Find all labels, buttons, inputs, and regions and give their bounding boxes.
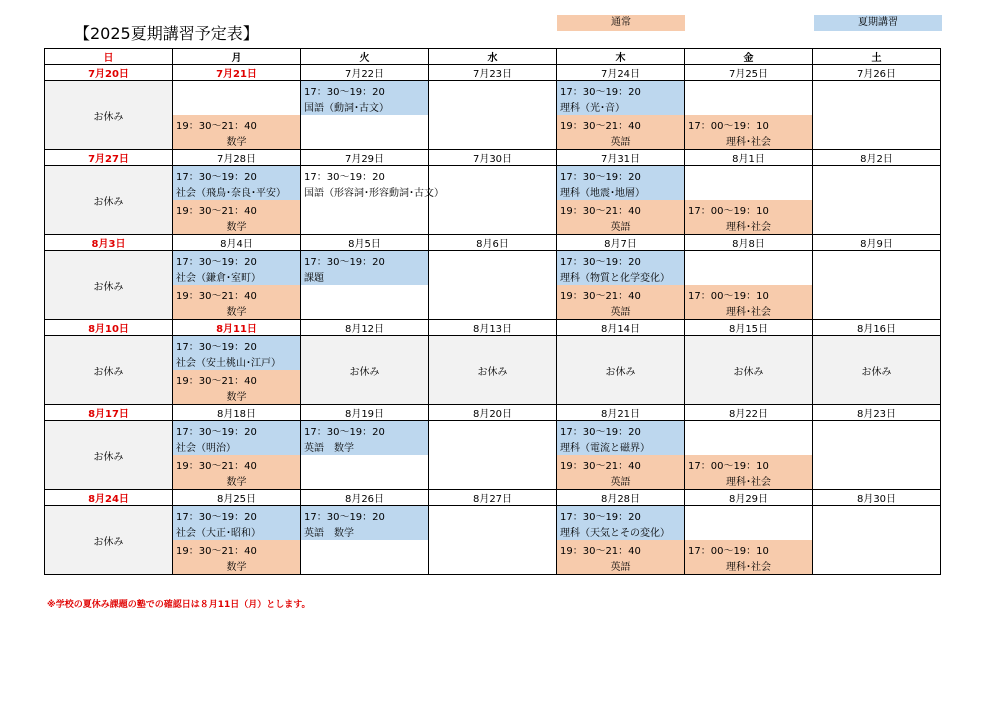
normal-class-slot: 19：30～21：40 英語 bbox=[557, 200, 684, 234]
normal-class-slot: 19：30～21：40 数学 bbox=[173, 285, 300, 319]
rest-cell: お休み bbox=[685, 336, 813, 405]
rest-cell: お休み bbox=[45, 421, 173, 490]
schedule-row bbox=[45, 506, 941, 575]
schedule-table bbox=[44, 48, 941, 575]
normal-class-slot: 19：30～21：40 数学 bbox=[173, 455, 300, 489]
rest-cell: お休み bbox=[45, 506, 173, 575]
date-cell: 8月27日 bbox=[429, 490, 557, 506]
normal-class-slot: 19：30～21：40 数学 bbox=[173, 115, 300, 149]
schedule-cell bbox=[813, 421, 941, 490]
footnote: ※学校の夏休み課題の塾での確認日は８月11日（月）とします。 bbox=[47, 600, 311, 610]
normal-class-slot: 19：30～21：40 英語 bbox=[557, 115, 684, 149]
weekday-sun: 日 bbox=[45, 49, 173, 65]
schedule-cell bbox=[557, 506, 685, 575]
date-row bbox=[45, 235, 941, 251]
normal-class-slot: 17：00～19：10 理科･社会 bbox=[685, 115, 812, 149]
schedule-cell bbox=[429, 166, 557, 235]
date-cell: 7月24日 bbox=[557, 65, 685, 81]
date-row bbox=[45, 150, 941, 166]
date-cell: 7月23日 bbox=[429, 65, 557, 81]
normal-class-slot: 19：30～21：40 数学 bbox=[173, 200, 300, 234]
schedule-cell bbox=[813, 251, 941, 320]
date-cell: 7月27日 bbox=[45, 150, 173, 166]
schedule-cell bbox=[173, 81, 301, 150]
weekday-header-row bbox=[45, 49, 941, 65]
date-cell: 8月5日 bbox=[301, 235, 429, 251]
summer-class-slot: 17：30～19：20 英語 数学 bbox=[301, 506, 428, 540]
date-cell: 8月8日 bbox=[685, 235, 813, 251]
schedule-cell bbox=[429, 506, 557, 575]
summer-class-slot: 17：30～19：20 社会（明治） bbox=[173, 421, 300, 455]
date-cell: 8月21日 bbox=[557, 405, 685, 421]
date-cell: 8月20日 bbox=[429, 405, 557, 421]
rest-cell: お休み bbox=[813, 336, 941, 405]
date-cell: 7月22日 bbox=[301, 65, 429, 81]
date-cell: 8月26日 bbox=[301, 490, 429, 506]
date-row bbox=[45, 65, 941, 81]
schedule-row bbox=[45, 421, 941, 490]
schedule-cell bbox=[173, 336, 301, 405]
schedule-row bbox=[45, 251, 941, 320]
legend-summer: 夏期講習 bbox=[814, 15, 942, 31]
schedule-row bbox=[45, 336, 941, 405]
summer-class-slot: 17：30～19：20 理科（天気とその変化） bbox=[557, 506, 684, 540]
summer-class-slot: 17：30～19：20 理科（電流と磁界） bbox=[557, 421, 684, 455]
date-cell: 8月11日 bbox=[173, 320, 301, 336]
schedule-cell bbox=[173, 421, 301, 490]
summer-class-slot: 17：30～19：20 理科（地震･地層） bbox=[557, 166, 684, 200]
summer-class-slot: 17：30～19：20 理科（光･音） bbox=[557, 81, 684, 115]
rest-cell: お休み bbox=[45, 336, 173, 405]
summer-class-slot: 17：30～19：20 社会（安土桃山･江戸） bbox=[173, 336, 300, 370]
normal-class-slot: 19：30～21：40 数学 bbox=[173, 540, 300, 574]
summer-class-slot: 17：30～19：20 社会（大正･昭和） bbox=[173, 506, 300, 540]
date-cell: 8月25日 bbox=[173, 490, 301, 506]
schedule-cell bbox=[813, 506, 941, 575]
schedule-cell bbox=[429, 81, 557, 150]
schedule-row bbox=[45, 166, 941, 235]
schedule-cell bbox=[557, 166, 685, 235]
normal-class-slot: 19：30～21：40 英語 bbox=[557, 540, 684, 574]
date-cell: 8月3日 bbox=[45, 235, 173, 251]
normal-class-slot: 19：30～21：40 英語 bbox=[557, 455, 684, 489]
schedule-cell bbox=[301, 251, 429, 320]
schedule-cell bbox=[429, 251, 557, 320]
date-cell: 8月13日 bbox=[429, 320, 557, 336]
summer-class-slot: 17：30～19：20 課題 bbox=[301, 251, 428, 285]
date-cell: 8月1日 bbox=[685, 150, 813, 166]
date-cell: 8月14日 bbox=[557, 320, 685, 336]
schedule-cell bbox=[685, 166, 813, 235]
summer-class-slot: 17：30～19：20 英語 数学 bbox=[301, 421, 428, 455]
page-title: 【2025夏期講習予定表】 bbox=[74, 24, 259, 43]
schedule-cell bbox=[301, 166, 444, 235]
summer-class-slot: 17：30～19：20 社会（鎌倉･室町） bbox=[173, 251, 300, 285]
date-row bbox=[45, 320, 941, 336]
rest-cell: お休み bbox=[429, 336, 557, 405]
schedule-cell bbox=[813, 81, 941, 150]
schedule-cell bbox=[685, 81, 813, 150]
summer-class-slot: 17：30～19：20 国語（動詞･古文） bbox=[301, 81, 428, 115]
date-cell: 8月2日 bbox=[813, 150, 941, 166]
schedule-cell bbox=[429, 421, 557, 490]
weekday-mon: 月 bbox=[173, 49, 301, 65]
rest-cell: お休み bbox=[45, 251, 173, 320]
schedule-cell bbox=[301, 506, 429, 575]
normal-class-slot: 19：30～21：40 数学 bbox=[173, 370, 300, 404]
date-cell: 8月23日 bbox=[813, 405, 941, 421]
weekday-thu: 木 bbox=[557, 49, 685, 65]
normal-class-slot: 17：00～19：10 理科･社会 bbox=[685, 285, 812, 319]
date-cell: 7月30日 bbox=[429, 150, 557, 166]
rest-cell: お休み bbox=[45, 81, 173, 150]
rest-cell: お休み bbox=[45, 166, 173, 235]
schedule-cell bbox=[557, 421, 685, 490]
date-cell: 8月18日 bbox=[173, 405, 301, 421]
schedule-row bbox=[45, 81, 941, 150]
schedule-cell bbox=[173, 506, 301, 575]
date-cell: 7月28日 bbox=[173, 150, 301, 166]
schedule-cell bbox=[173, 166, 301, 235]
summer-class-slot: 17：30～19：20 国語（形容詞･形容動詞･古文） bbox=[304, 172, 444, 199]
rest-cell: お休み bbox=[557, 336, 685, 405]
summer-class-slot: 17：30～19：20 理科（物質と化学変化） bbox=[557, 251, 684, 285]
rest-cell: お休み bbox=[301, 336, 429, 405]
weekday-tue: 火 bbox=[301, 49, 429, 65]
schedule-cell bbox=[301, 81, 429, 150]
schedule-cell bbox=[557, 81, 685, 150]
date-cell: 8月4日 bbox=[173, 235, 301, 251]
date-cell: 8月22日 bbox=[685, 405, 813, 421]
date-cell: 7月26日 bbox=[813, 65, 941, 81]
date-cell: 7月21日 bbox=[173, 65, 301, 81]
date-cell: 8月16日 bbox=[813, 320, 941, 336]
date-row bbox=[45, 490, 941, 506]
date-cell: 8月7日 bbox=[557, 235, 685, 251]
date-cell: 7月31日 bbox=[557, 150, 685, 166]
normal-class-slot: 17：00～19：10 理科･社会 bbox=[685, 540, 812, 574]
date-cell: 8月12日 bbox=[301, 320, 429, 336]
schedule-cell bbox=[301, 421, 429, 490]
date-cell: 8月17日 bbox=[45, 405, 173, 421]
date-cell: 8月19日 bbox=[301, 405, 429, 421]
weekday-wed: 水 bbox=[429, 49, 557, 65]
date-cell: 7月20日 bbox=[45, 65, 173, 81]
date-cell: 7月29日 bbox=[301, 150, 429, 166]
date-cell: 8月28日 bbox=[557, 490, 685, 506]
legend-normal: 通常 bbox=[557, 15, 685, 31]
schedule-cell bbox=[685, 421, 813, 490]
date-cell: 8月9日 bbox=[813, 235, 941, 251]
schedule-cell bbox=[173, 251, 301, 320]
date-row bbox=[45, 405, 941, 421]
normal-class-slot: 17：00～19：10 理科･社会 bbox=[685, 455, 812, 489]
date-cell: 8月15日 bbox=[685, 320, 813, 336]
normal-class-slot: 17：00～19：10 理科･社会 bbox=[685, 200, 812, 234]
date-cell: 8月10日 bbox=[45, 320, 173, 336]
weekday-fri: 金 bbox=[685, 49, 813, 65]
date-cell: 8月29日 bbox=[685, 490, 813, 506]
summer-class-slot: 17：30～19：20 社会（飛鳥･奈良･平安） bbox=[173, 166, 300, 200]
schedule-cell bbox=[813, 166, 941, 235]
normal-class-slot: 19：30～21：40 英語 bbox=[557, 285, 684, 319]
schedule-cell bbox=[685, 506, 813, 575]
date-cell: 8月30日 bbox=[813, 490, 941, 506]
date-cell: 8月6日 bbox=[429, 235, 557, 251]
schedule-cell bbox=[685, 251, 813, 320]
schedule-cell bbox=[557, 251, 685, 320]
date-cell: 8月24日 bbox=[45, 490, 173, 506]
date-cell: 7月25日 bbox=[685, 65, 813, 81]
weekday-sat: 土 bbox=[813, 49, 941, 65]
